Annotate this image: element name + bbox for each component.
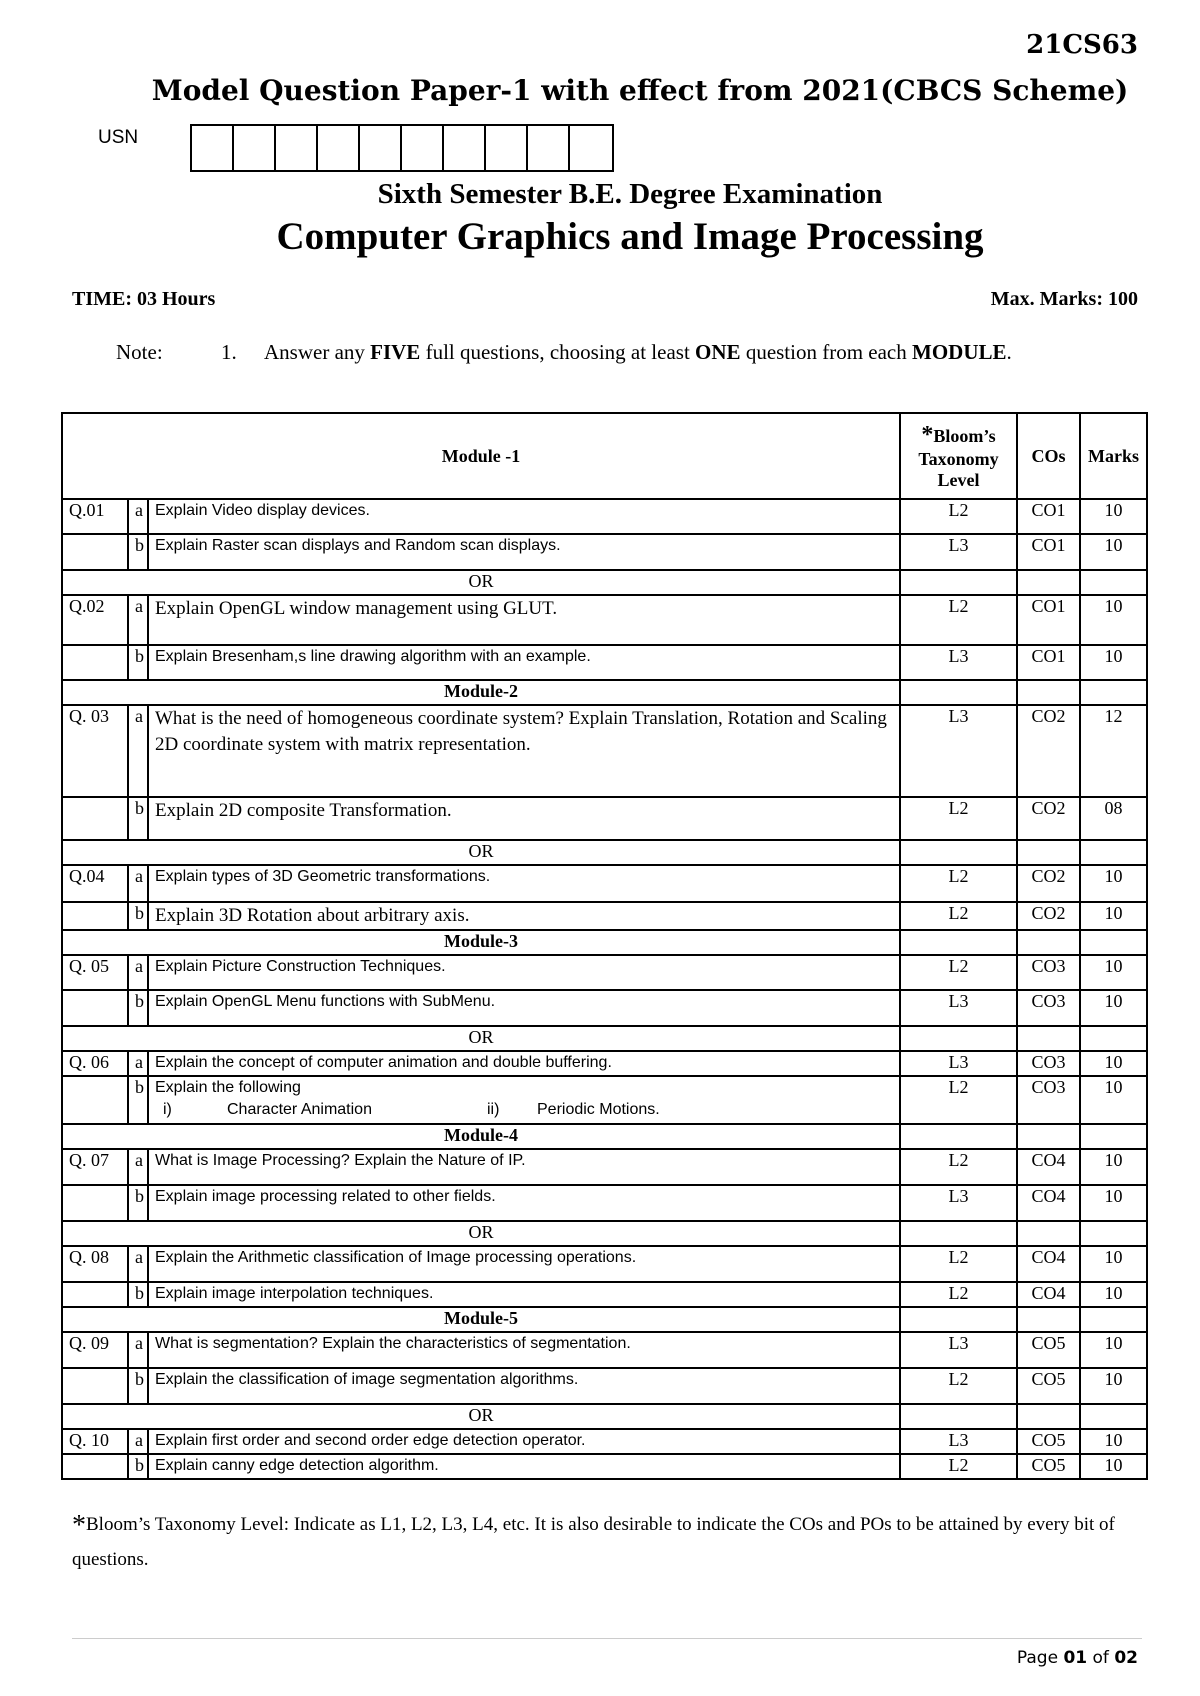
course-outcome: CO1 (1017, 534, 1080, 570)
course-outcome: CO4 (1017, 1282, 1080, 1307)
blooms-level: L2 (900, 1282, 1017, 1307)
part-label: b (128, 645, 148, 680)
marks: 10 (1080, 1076, 1147, 1124)
course-outcome: CO2 (1017, 865, 1080, 902)
table-row (62, 534, 1147, 570)
question-text: What is segmentation? Explain the characteristics of segmentation. (148, 1332, 900, 1368)
blooms-level: L2 (900, 595, 1017, 645)
question-text: Explain the Arithmetic classification of Image processing operations. (148, 1246, 900, 1282)
table-row (62, 797, 1147, 840)
usn-input[interactable] (190, 124, 614, 172)
part-label: b (128, 797, 148, 840)
question-text: Explain Video display devices. (148, 499, 900, 534)
question-text: Explain types of 3D Geometric transformations. (148, 865, 900, 902)
table-row (62, 1332, 1147, 1368)
course-outcome: CO3 (1017, 990, 1080, 1026)
table-row (62, 1454, 1147, 1479)
course-outcome: CO1 (1017, 595, 1080, 645)
marks: 10 (1080, 1051, 1147, 1076)
cos-header: COs (1017, 413, 1080, 499)
table-row (62, 955, 1147, 990)
marks: 10 (1080, 990, 1147, 1026)
part-label: a (128, 499, 148, 534)
usn-box[interactable] (360, 126, 402, 170)
part-label: b (128, 990, 148, 1026)
part-label: b (128, 1185, 148, 1221)
marks: 10 (1080, 955, 1147, 990)
question-text: Explain canny edge detection algorithm. (148, 1454, 900, 1479)
or-separator: OR (62, 1404, 900, 1429)
blooms-level: L3 (900, 1332, 1017, 1368)
marks: 10 (1080, 1454, 1147, 1479)
marks: 10 (1080, 1246, 1147, 1282)
footer-divider (72, 1638, 1142, 1639)
course-outcome: CO5 (1017, 1368, 1080, 1404)
page-number: Page 01 of 02 (1016, 1648, 1138, 1668)
usn-box[interactable] (192, 126, 234, 170)
blooms-level: L2 (900, 1149, 1017, 1185)
marks: 10 (1080, 534, 1147, 570)
part-label: b (128, 534, 148, 570)
question-number: Q. 06 (62, 1051, 128, 1076)
question-text: Explain Bresenham,s line drawing algorithm with an example. (148, 645, 900, 680)
part-label: b (128, 1454, 148, 1479)
usn-box[interactable] (402, 126, 444, 170)
course-outcome: CO3 (1017, 1076, 1080, 1124)
table-row (62, 1368, 1147, 1404)
or-row (62, 1221, 1147, 1246)
subject-title: Computer Graphics and Image Processing (276, 215, 984, 258)
module-4-heading: Module-4 (62, 1124, 900, 1149)
marks: 10 (1080, 1282, 1147, 1307)
semester-heading: Sixth Semester B.E. Degree Examination (377, 178, 883, 210)
note-label: Note: (116, 340, 163, 364)
question-number: Q. 07 (62, 1149, 128, 1185)
question-text: Explain OpenGL Menu functions with SubMenu. (148, 990, 900, 1026)
table-row (62, 499, 1147, 534)
marks-header: Marks (1080, 413, 1147, 499)
course-outcome: CO5 (1017, 1429, 1080, 1454)
part-label: a (128, 955, 148, 990)
blooms-level: L2 (900, 1368, 1017, 1404)
blooms-level: L2 (900, 1246, 1017, 1282)
question-text: Explain OpenGL window management using GLUT. (148, 595, 900, 645)
table-row (62, 1149, 1147, 1185)
part-label: a (128, 1332, 148, 1368)
marks: 10 (1080, 499, 1147, 534)
marks: 10 (1080, 865, 1147, 902)
blooms-level: L3 (900, 1185, 1017, 1221)
or-separator: OR (62, 1026, 900, 1051)
table-row (62, 1051, 1147, 1076)
course-outcome: CO4 (1017, 1185, 1080, 1221)
part-label: b (128, 902, 148, 930)
usn-label: USN (98, 127, 139, 148)
course-outcome: CO1 (1017, 645, 1080, 680)
or-row (62, 570, 1147, 595)
part-label: a (128, 705, 148, 797)
blooms-level: L3 (900, 990, 1017, 1026)
or-row (62, 1404, 1147, 1429)
course-outcome: CO4 (1017, 1246, 1080, 1282)
table-row (62, 705, 1147, 797)
or-row (62, 1026, 1147, 1051)
table-row (62, 1185, 1147, 1221)
marks: 10 (1080, 1368, 1147, 1404)
blooms-level: L3 (900, 1429, 1017, 1454)
usn-box[interactable] (570, 126, 612, 170)
usn-box[interactable] (234, 126, 276, 170)
module-row (62, 680, 1147, 705)
module-row (62, 930, 1147, 955)
max-marks: Max. Marks: 100 (990, 288, 1138, 310)
marks: 10 (1080, 645, 1147, 680)
question-text: Explain the following i) Character Animation ii) Periodic Motions. (148, 1076, 900, 1124)
part-label: b (128, 1368, 148, 1404)
question-text: What is Image Processing? Explain the Nature of IP. (148, 1149, 900, 1185)
blooms-level: L2 (900, 1076, 1017, 1124)
course-outcome: CO2 (1017, 705, 1080, 797)
question-text: Explain the concept of computer animation and double buffering. (148, 1051, 900, 1076)
question-text: What is the need of homogeneous coordinate system? Explain Translation, Rotation and Scaling 2D coordinate system with matrix representation. (148, 705, 900, 797)
usn-box[interactable] (318, 126, 360, 170)
note-text: Answer any FIVE full questions, choosing at least ONE question from each MODULE. (264, 340, 1012, 364)
blooms-level: L2 (900, 902, 1017, 930)
question-number: Q.01 (62, 499, 128, 534)
or-separator: OR (62, 570, 900, 595)
usn-box[interactable] (486, 126, 528, 170)
part-label: b (128, 1282, 148, 1307)
part-label: b (128, 1076, 148, 1124)
module-3-heading: Module-3 (62, 930, 900, 955)
blooms-footnote (72, 1508, 1142, 1577)
table-row (62, 1076, 1147, 1124)
blooms-level: L2 (900, 499, 1017, 534)
usn-box[interactable] (444, 126, 486, 170)
blooms-level: L2 (900, 1454, 1017, 1479)
question-table (61, 412, 1148, 1480)
question-number: Q. 09 (62, 1332, 128, 1368)
course-outcome: CO3 (1017, 1051, 1080, 1076)
question-number: Q.04 (62, 865, 128, 902)
usn-box[interactable] (276, 126, 318, 170)
table-row (62, 595, 1147, 645)
question-text: Explain 3D Rotation about arbitrary axis. (148, 902, 900, 930)
question-text: Explain image interpolation techniques. (148, 1282, 900, 1307)
question-text: Explain Picture Construction Techniques. (148, 955, 900, 990)
part-label: a (128, 1246, 148, 1282)
part-label: a (128, 865, 148, 902)
question-text: Explain 2D composite Transformation. (148, 797, 900, 840)
marks: 10 (1080, 1429, 1147, 1454)
question-text: Explain the classification of image segmentation algorithms. (148, 1368, 900, 1404)
course-outcome: CO5 (1017, 1454, 1080, 1479)
marks: 10 (1080, 902, 1147, 930)
marks: 10 (1080, 595, 1147, 645)
blooms-level: L3 (900, 705, 1017, 797)
module-5-heading: Module-5 (62, 1307, 900, 1332)
table-row (62, 645, 1147, 680)
module-row (62, 1124, 1147, 1149)
table-row (62, 990, 1147, 1026)
question-number: Q. 08 (62, 1246, 128, 1282)
note-number: 1. (221, 340, 237, 364)
marks: 08 (1080, 797, 1147, 840)
table-header-row (62, 413, 1147, 499)
module-1-heading: Module -1 (62, 413, 900, 499)
subject-code: 21CS63 (1026, 30, 1138, 60)
module-row (62, 1307, 1147, 1332)
marks: 10 (1080, 1332, 1147, 1368)
part-label: a (128, 1429, 148, 1454)
course-outcome: CO3 (1017, 955, 1080, 990)
part-label: a (128, 595, 148, 645)
table-row (62, 902, 1147, 930)
question-number: Q.02 (62, 595, 128, 645)
question-text: Explain image processing related to other fields. (148, 1185, 900, 1221)
paper-title: Model Question Paper-1 with effect from 2021(CBCS Scheme) (151, 74, 1129, 107)
course-outcome: CO1 (1017, 499, 1080, 534)
blooms-level: L2 (900, 865, 1017, 902)
marks: 10 (1080, 1149, 1147, 1185)
blooms-level: L3 (900, 1051, 1017, 1076)
course-outcome: CO4 (1017, 1149, 1080, 1185)
footnote-text: Bloom’s Taxonomy Level: Indicate as L1, L2, L3, L4, etc. It is also desirable to indicate the COs and POs to be attained by every bit of questions. (72, 1514, 1115, 1570)
table-row (62, 865, 1147, 902)
or-separator: OR (62, 840, 900, 865)
exam-time: TIME: 03 Hours (72, 288, 216, 310)
question-text: Explain Raster scan displays and Random scan displays. (148, 534, 900, 570)
course-outcome: CO2 (1017, 797, 1080, 840)
blooms-level: L2 (900, 955, 1017, 990)
course-outcome: CO2 (1017, 902, 1080, 930)
or-row (62, 840, 1147, 865)
module-2-heading: Module-2 (62, 680, 900, 705)
marks: 10 (1080, 1185, 1147, 1221)
table-row (62, 1282, 1147, 1307)
part-label: a (128, 1149, 148, 1185)
blooms-level: L3 (900, 534, 1017, 570)
blooms-level: L2 (900, 797, 1017, 840)
course-outcome: CO5 (1017, 1332, 1080, 1368)
part-label: a (128, 1051, 148, 1076)
asterisk: * (72, 1510, 86, 1541)
question-number: Q. 10 (62, 1429, 128, 1454)
question-number: Q. 03 (62, 705, 128, 797)
table-row (62, 1429, 1147, 1454)
table-row (62, 1246, 1147, 1282)
usn-box[interactable] (528, 126, 570, 170)
or-separator: OR (62, 1221, 900, 1246)
blooms-header: *Bloom’s Taxonomy Level (900, 413, 1017, 499)
question-number: Q. 05 (62, 955, 128, 990)
question-text: Explain first order and second order edge detection operator. (148, 1429, 900, 1454)
marks: 12 (1080, 705, 1147, 797)
blooms-level: L3 (900, 645, 1017, 680)
sub-items: i) Character Animation ii) Periodic Motions. (163, 1101, 660, 1118)
